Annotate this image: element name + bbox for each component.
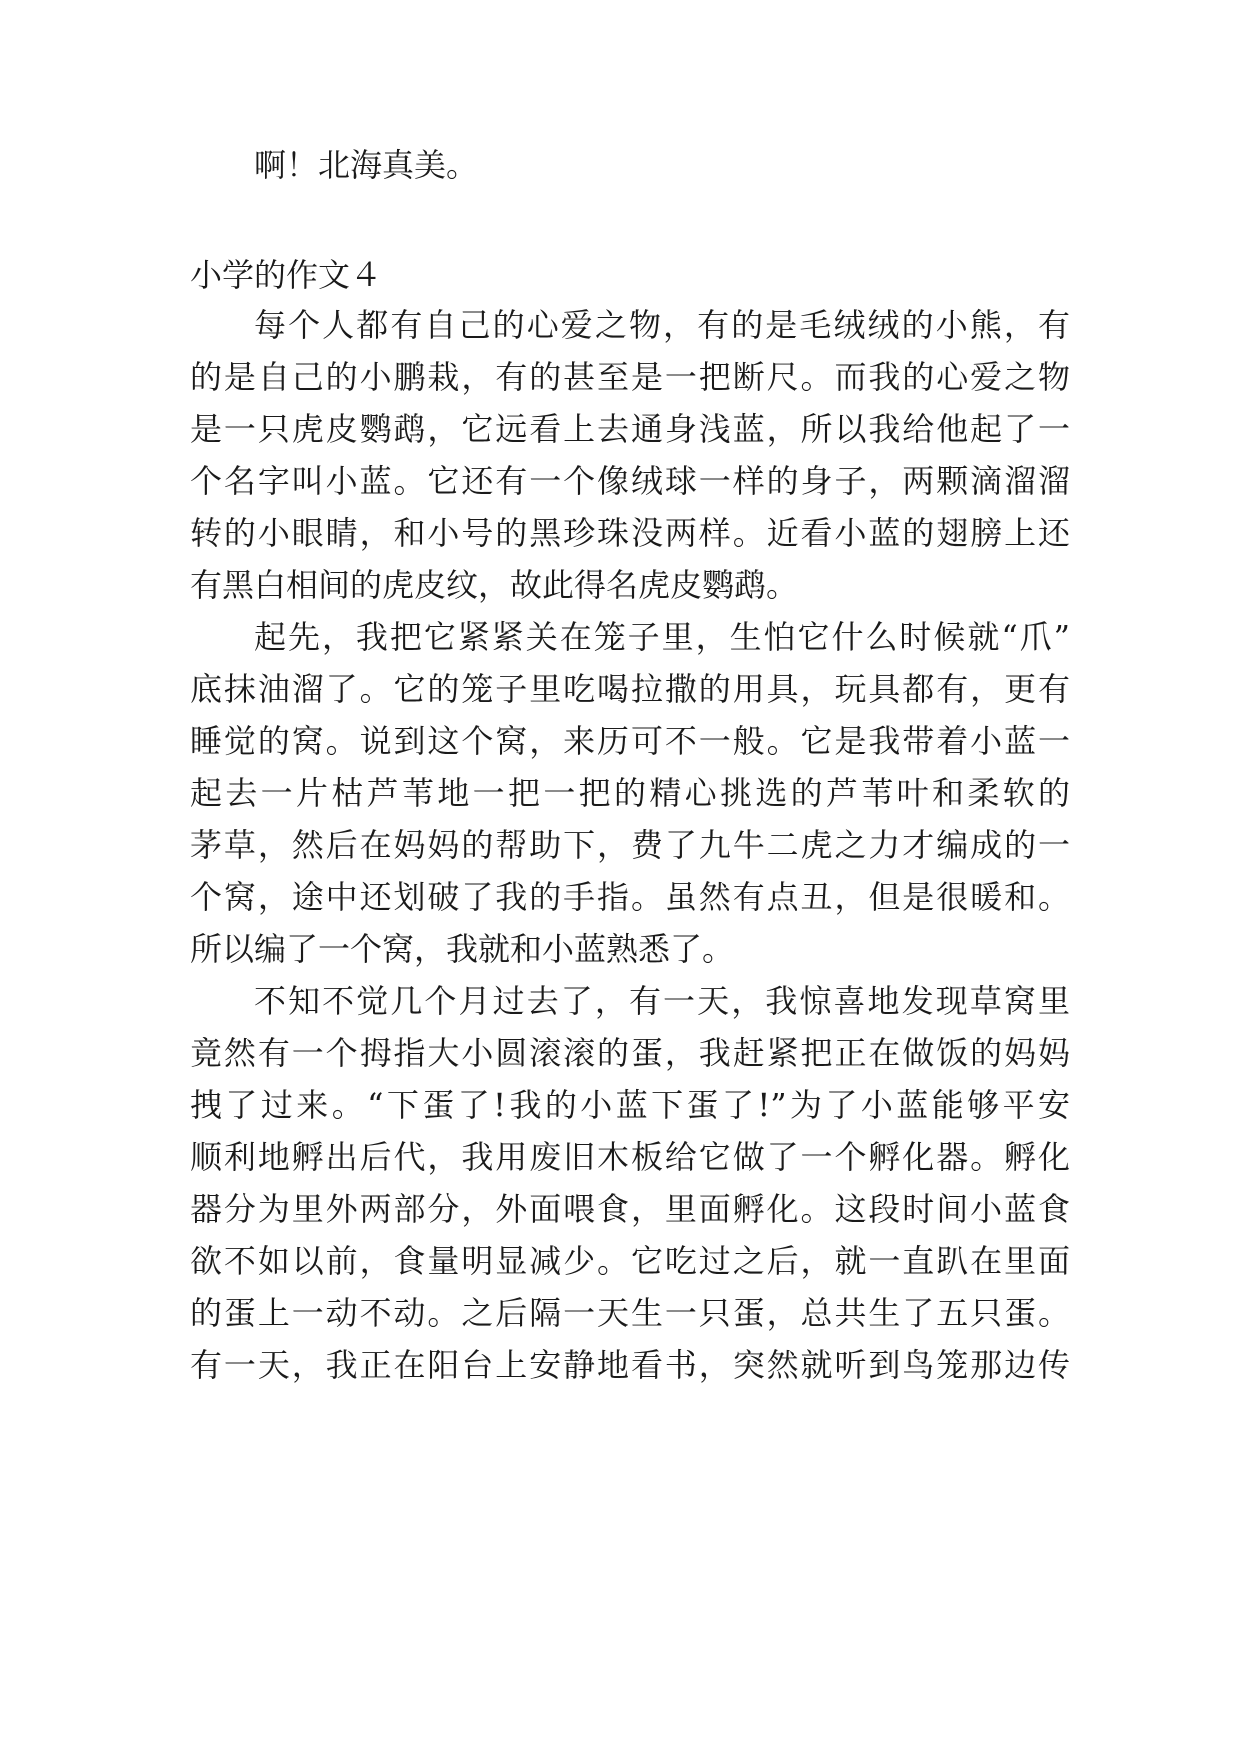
paragraph-line: 有黑白相间的虎皮纹，故此得名虎皮鹦鹉。 (190, 566, 799, 604)
paragraph-line: 底抹油溜了。它的笼子里吃喝拉撒的用具，玩具都有，更有 (190, 670, 1070, 708)
paragraph-line: 的蛋上一动不动。之后隔一天生一只蛋，总共生了五只蛋。 (190, 1294, 1070, 1332)
paragraph-line: 起先，我把它紧紧关在笼子里，生怕它什么时候就“爪” (254, 618, 1070, 656)
paragraph-line: 起去一片枯芦苇地一把一把的精心挑选的芦苇叶和柔软的 (190, 774, 1070, 812)
paragraph-line: 有一天，我正在阳台上安静地看书，突然就听到鸟笼那边传 (190, 1346, 1070, 1384)
paragraph-line: 每个人都有自己的心爱之物，有的是毛绒绒的小熊，有 (254, 306, 1070, 344)
paragraph-line: 是一只虎皮鹦鹉，它远看上去通身浅蓝，所以我给他起了一 (190, 410, 1070, 448)
paragraph-line: 欲不如以前，食量明显减少。它吃过之后，就一直趴在里面 (190, 1242, 1070, 1280)
paragraph-line: 的是自己的小鹏栽，有的甚至是一把断尺。而我的心爱之物 (190, 358, 1070, 396)
paragraph-line: 个窝，途中还划破了我的手指。虽然有点丑，但是很暖和。 (190, 878, 1070, 916)
paragraph-line: 拽了过来。“下蛋了!我的小蓝下蛋了!”为了小蓝能够平安 (190, 1086, 1070, 1124)
paragraph-line: 竟然有一个拇指大小圆滚滚的蛋，我赶紧把正在做饭的妈妈 (190, 1034, 1070, 1072)
intro-line: 啊！北海真美。 (254, 146, 479, 184)
paragraph-line: 所以编了一个窝，我就和小蓝熟悉了。 (190, 930, 735, 968)
paragraph-line: 个名字叫小蓝。它还有一个像绒球一样的身子，两颗滴溜溜 (190, 462, 1070, 500)
paragraph-line: 不知不觉几个月过去了，有一天，我惊喜地发现草窝里 (254, 982, 1070, 1020)
paragraph-line: 转的小眼睛，和小号的黑珍珠没两样。近看小蓝的翅膀上还 (190, 514, 1070, 552)
paragraph-line: 顺利地孵出后代，我用废旧木板给它做了一个孵化器。孵化 (190, 1138, 1070, 1176)
paragraph-line: 茅草，然后在妈妈的帮助下，费了九牛二虎之力才编成的一 (190, 826, 1070, 864)
paragraph-line: 睡觉的窝。说到这个窝，来历可不一般。它是我带着小蓝一 (190, 722, 1070, 760)
essay-title: 小学的作文４ (190, 256, 383, 294)
paragraph-line: 器分为里外两部分，外面喂食，里面孵化。这段时间小蓝食 (190, 1190, 1070, 1228)
